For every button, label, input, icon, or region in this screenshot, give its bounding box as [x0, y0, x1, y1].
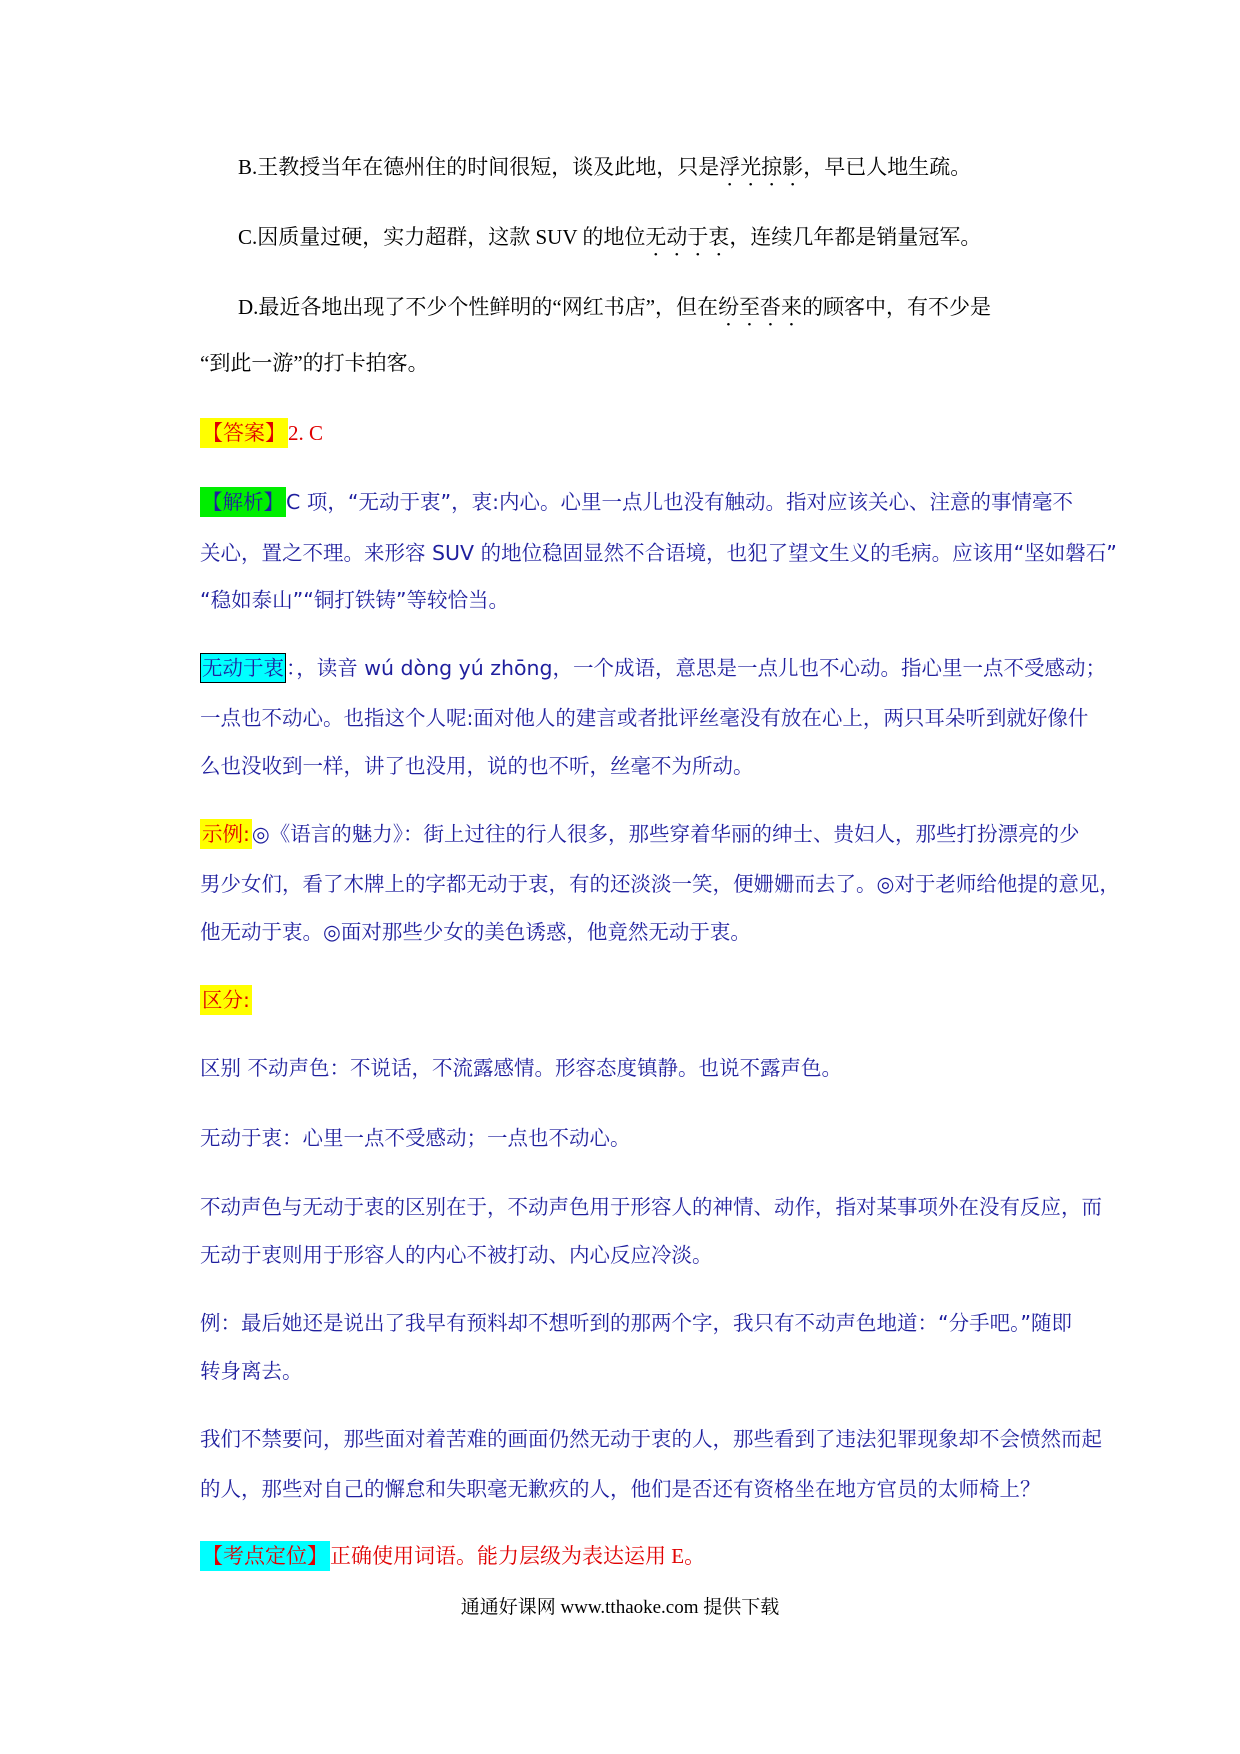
analysis-line-2: 关心，置之不理。来形容 SUV 的地位稳固显然不合语境，也犯了望文生义的毛病。应该用“坚如磐石”: [200, 541, 1117, 565]
distinction-tag-line: [200, 985, 252, 1015]
distinction-tag: 区分:: [200, 985, 252, 1015]
distinction-p3-line-2: 无动于衷则用于形容人的内心不被打动、内心反应冷淡。: [200, 1243, 713, 1267]
definition-line-3: 么也没收到一样，讲了也没用，说的也不听，丝毫不为所动。: [200, 754, 754, 778]
option-d-line-2: “到此一游”的打卡拍客。: [200, 351, 429, 375]
kaodian-tag: 【考点定位】: [200, 1541, 330, 1571]
page-footer: 通通好课网 www.tthaoke.com 提供下载: [460, 1597, 780, 1618]
definition-term: 无动于衷: [200, 653, 286, 683]
option-b-after: ，早已人地生疏。: [803, 155, 972, 179]
kaodian-text: 正确使用词语。能力层级为表达运用 E。: [330, 1544, 706, 1568]
answer-tag: 【答案】: [200, 418, 288, 448]
distinction-p1: 区别 不动声色：不说话，不流露感情。形容态度镇静。也说不露声色。: [200, 1056, 843, 1080]
analysis-text-1: C 项，“无动于衷”，衷:内心。心里一点儿也没有触动。指对应该关心、注意的事情毫不: [286, 490, 1073, 514]
examples-line-2: 男少女们，看了木牌上的字都无动于衷，有的还淡淡一笑，便姗姗而去了。◎对于老师给他提的意见，: [200, 872, 1120, 896]
option-d-idiom: 纷至沓来: [718, 295, 803, 319]
option-b-idiom: 浮光掠影: [719, 155, 804, 179]
distinction-p4-line-2: 转身离去。: [200, 1359, 303, 1383]
distinction-p5-line-1: 我们不禁要问，那些面对着苦难的画面仍然无动于衷的人，那些看到了违法犯罪现象却不会愤然而起: [200, 1427, 1102, 1451]
examples-line-3: 他无动于衷。◎面对那些少女的美色诱惑，他竟然无动于衷。: [200, 920, 751, 944]
definition-text-1: ：，读音 wú dòng yú zhōng，一个成语，意思是一点儿也不心动。指心里一点不受感动；: [286, 656, 1107, 680]
definition-line-2: 一点也不动心。也指这个人呢:面对他人的建言或者批评丝毫没有放在心上，两只耳朵听到就好像什: [200, 706, 1089, 730]
option-b: [238, 152, 971, 191]
kaodian-line: [200, 1541, 705, 1571]
distinction-p3-line-1: 不动声色与无动于衷的区别在于，不动声色用于形容人的神情、动作，指对某事项外在没有反应，而: [200, 1195, 1102, 1219]
definition-line-1: [200, 653, 1106, 683]
option-b-before: B.王教授当年在德州住的时间很短，谈及此地，只是: [238, 155, 720, 179]
analysis-tag: 【解析】: [200, 487, 286, 517]
option-d-after: 的顾客中，有不少是: [802, 295, 992, 319]
option-c: [238, 222, 981, 261]
option-c-idiom: 无动于衷: [645, 225, 730, 249]
option-d-before: D.最近各地出现了不少个性鲜明的“网红书店”，但在: [238, 295, 719, 319]
examples-text-1: ◎《语言的魅力》：街上过往的行人很多，那些穿着华丽的绅士、贵妇人，那些打扮漂亮的少: [251, 822, 1080, 846]
examples-tag: 示例:: [200, 819, 252, 849]
distinction-p5-line-2: 的人，那些对自己的懈怠和失职毫无歉疚的人，他们是否还有资格坐在地方官员的太师椅上？: [200, 1477, 1041, 1501]
option-c-before: C.因质量过硬，实力超群，这款 SUV 的地位: [238, 225, 646, 249]
option-d-line-1: [238, 292, 991, 331]
analysis-line-1: [200, 487, 1073, 517]
distinction-p2: 无动于衷：心里一点不受感动；一点也不动心。: [200, 1126, 631, 1150]
answer-line: [200, 418, 323, 448]
option-c-after: ，连续几年都是销量冠军。: [729, 225, 982, 249]
answer-value: 2. C: [288, 421, 324, 445]
examples-line-1: [200, 819, 1080, 849]
distinction-p4-line-1: 例：最后她还是说出了我早有预料却不想听到的那两个字，我只有不动声色地道：“分手吧。”随即: [200, 1311, 1072, 1335]
analysis-line-3: “稳如泰山”“铜打铁铸”等较恰当。: [200, 588, 509, 612]
